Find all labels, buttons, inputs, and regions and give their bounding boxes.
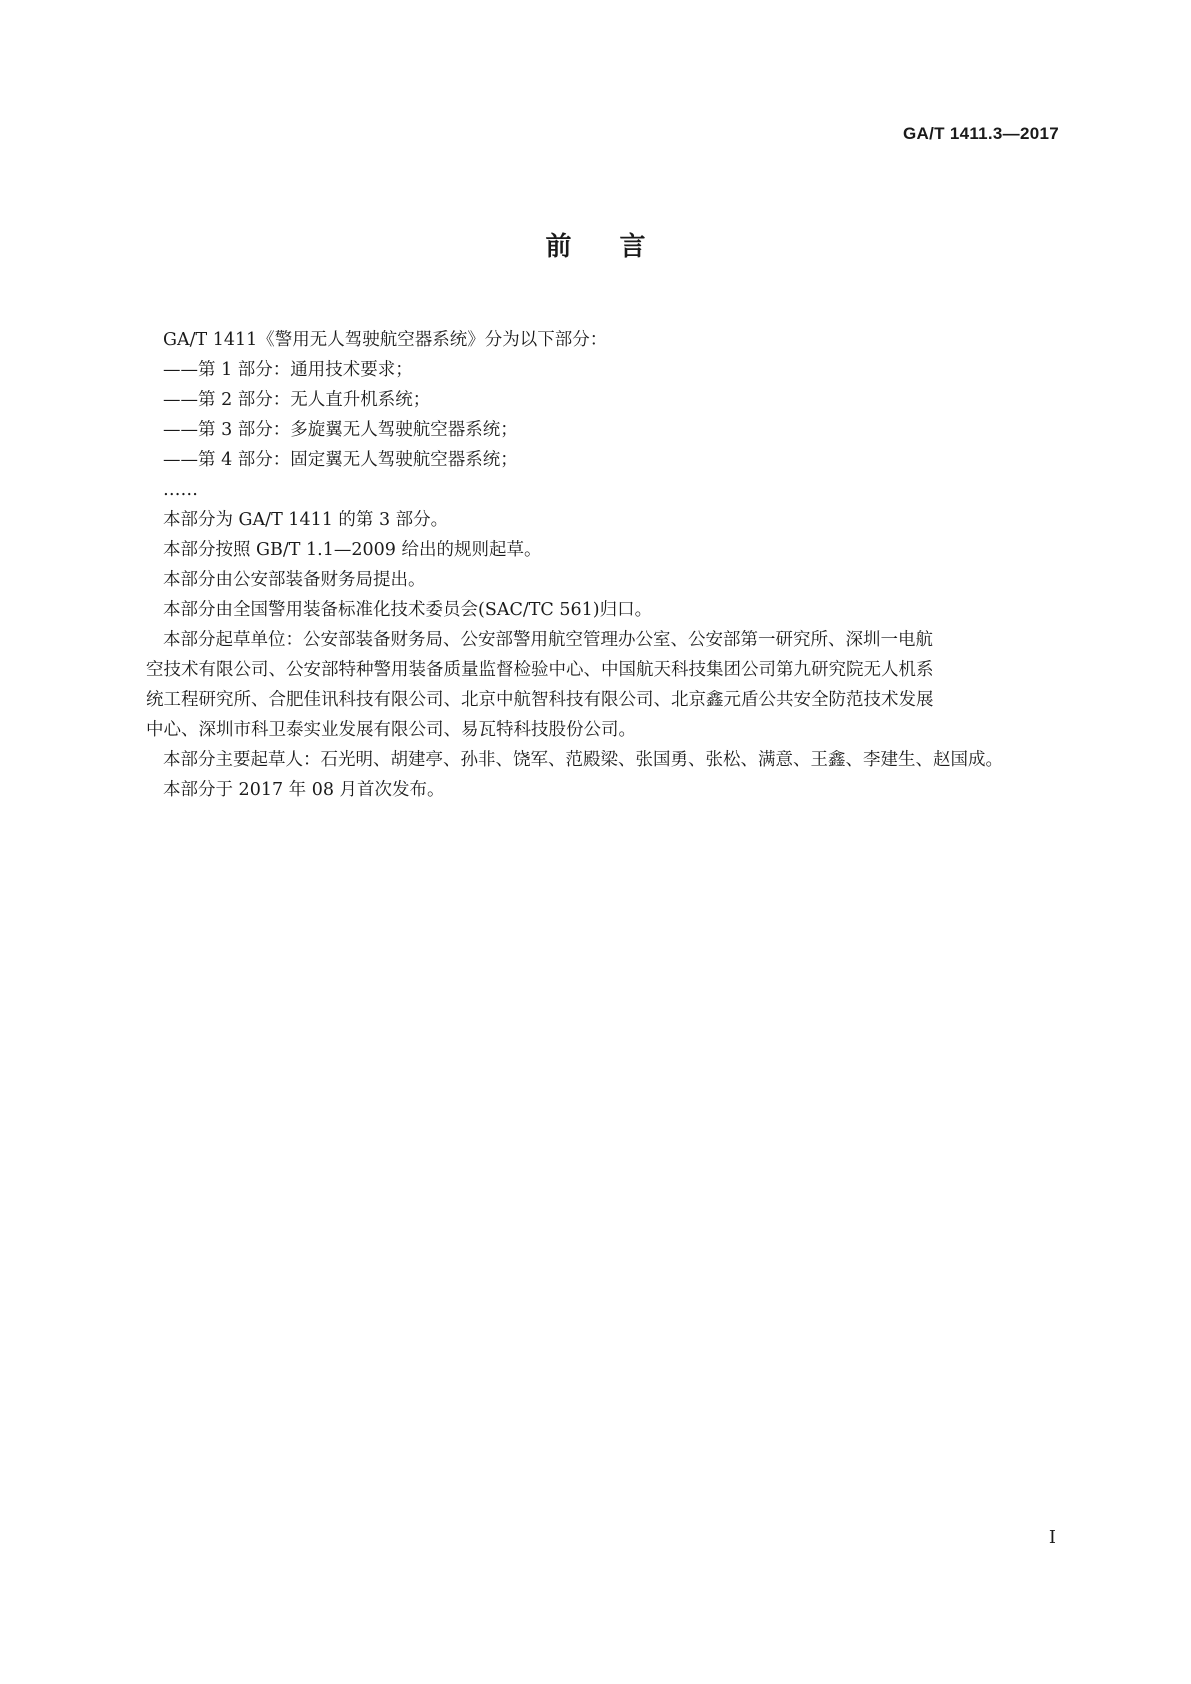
drafting-units-line: 空技术有限公司、公安部特种警用装备质量监督检验中心、中国航天科技集团公司第九研究院无人机系 xyxy=(146,660,934,680)
release-paragraph: 本部分于 2017 年 08 月首次发布。 xyxy=(163,780,445,800)
part-item-3: ——第 3 部分：多旋翼无人驾驶航空器系统； xyxy=(163,420,518,440)
page-title: 前言 xyxy=(545,232,694,262)
drafting-units-line: 中心、深圳市科卫泰实业发展有限公司、易瓦特科技股份公司。 xyxy=(146,720,636,740)
part-item-1: ——第 1 部分：通用技术要求； xyxy=(163,360,413,380)
standard-number: GA/T 1411.3—2017 xyxy=(902,124,1059,143)
part-item-4: ——第 4 部分：固定翼无人驾驶航空器系统； xyxy=(163,450,518,470)
ellipsis: …… xyxy=(163,480,198,500)
drafting-units-line: 本部分起草单位：公安部装备财务局、公安部警用航空管理办公室、公安部第一研究所、深圳一电航 xyxy=(163,630,933,650)
centralized-paragraph: 本部分由全国警用装备标准化技术委员会(SAC/TC 561)归口。 xyxy=(163,600,653,620)
proposed-paragraph: 本部分由公安部装备财务局提出。 xyxy=(163,570,426,590)
drafters-paragraph: 本部分主要起草人：石光明、胡建亭、孙非、饶军、范殿梁、张国勇、张松、满意、王鑫、李建生、赵国成。 xyxy=(163,750,1003,770)
part-item-2: ——第 2 部分：无人直升机系统； xyxy=(163,390,431,410)
rules-paragraph: 本部分按照 GB/T 1.1—2009 给出的规则起草。 xyxy=(163,540,542,560)
page-number: I xyxy=(1048,1527,1056,1548)
drafting-units-paragraph xyxy=(146,625,1063,745)
this-part-paragraph: 本部分为 GA/T 1411 的第 3 部分。 xyxy=(163,510,449,530)
intro-line: GA/T 1411《警用无人驾驶航空器系统》分为以下部分： xyxy=(163,330,608,350)
drafting-units-line: 统工程研究所、合肥佳讯科技有限公司、北京中航智科技有限公司、北京鑫元盾公共安全防范技术发展 xyxy=(146,690,934,710)
foreword-body xyxy=(146,325,1063,805)
